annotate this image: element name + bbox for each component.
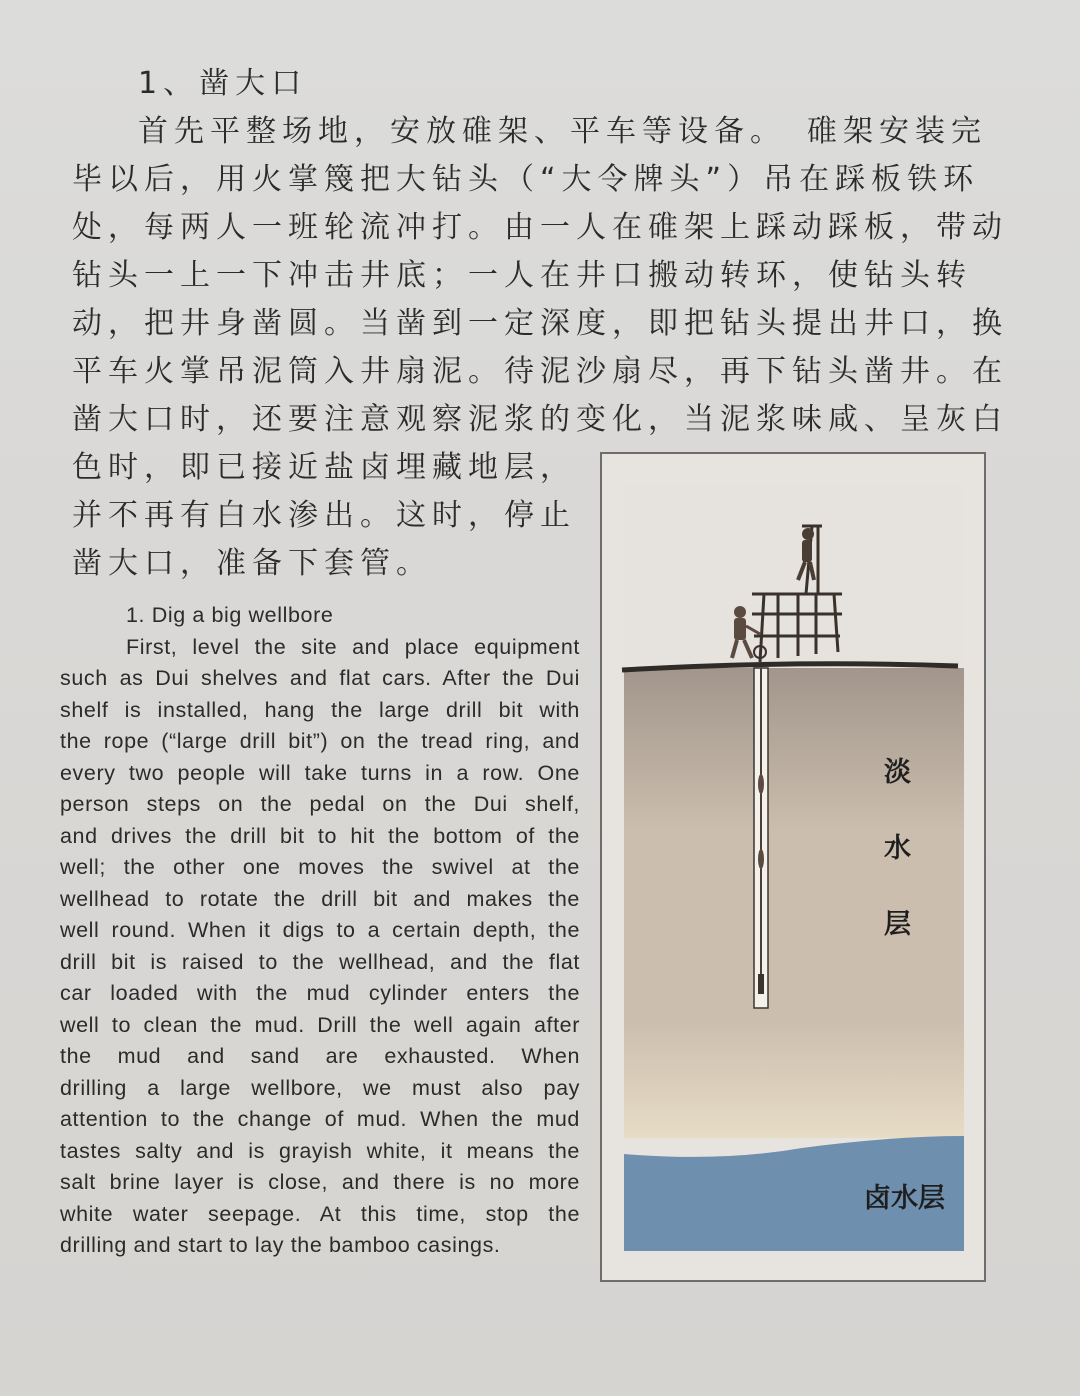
brine-layer-label: 卤水层 [864, 1183, 945, 1214]
english-line: wellhead to rotate the drill bit and makes the [60, 886, 580, 911]
english-line: drilling and start to lay the bamboo casings. [60, 1233, 501, 1257]
english-line: well round. When it digs to a certain depth, the [60, 918, 580, 942]
well-cross-section-diagram [600, 452, 986, 1282]
drill-bit [758, 974, 764, 994]
english-line: well; the other one moves the swivel at the [60, 855, 580, 879]
english-line: tastes salty and is grayish white, it means the [60, 1138, 580, 1163]
english-line: shelf is installed, hang the large drill bit with [60, 697, 580, 722]
english-line: the rope (“large drill bit”) on the tread ring, and [60, 729, 580, 753]
freshwater-label-char-3: 层 [884, 909, 911, 940]
rope-knot [758, 774, 764, 794]
english-line: attention to the change of mud. When the mud [60, 1107, 580, 1131]
freshwater-label-char-2: 水 [884, 833, 911, 864]
well-cross-section-svg [602, 454, 988, 1284]
chinese-line: 凿大口时，还要注意观察泥浆的变化，当泥浆味咸、呈灰白 [72, 402, 1008, 437]
chinese-line: 钻头一上一下冲击井底；一人在井口搬动转环，使钻头转 [72, 258, 972, 293]
chinese-heading: 1、凿大口 [138, 66, 308, 101]
chinese-line: 毕以后，用火掌篾把大钻头（“大令牌头”）吊在踩板铁环 [72, 162, 980, 197]
soil-layers [624, 668, 964, 1138]
english-line: the mud and sand are exhausted. When [60, 1044, 580, 1068]
freshwater-label-char-1: 淡 [884, 757, 911, 788]
english-heading: 1. Dig a big wellbore [126, 603, 334, 627]
english-line: every two people will take turns in a row. One [60, 760, 580, 785]
english-line: car loaded with the mud cylinder enters the [60, 981, 580, 1005]
chinese-line: 首先平整场地，安放碓架、平车等设备。 碓架安装完 [138, 114, 987, 149]
english-line: well to clean the mud. Drill the well again after [60, 1012, 580, 1037]
chinese-line: 动，把井身凿圆。当凿到一定深度，即把钻头提出井口，换 [72, 306, 1008, 341]
english-line: First, level the site and place equipment [126, 634, 580, 659]
english-line: drilling a large wellbore, we must also pay [60, 1075, 580, 1100]
rope-knot [758, 849, 764, 869]
english-line: white water seepage. At this time, stop the [60, 1201, 580, 1226]
chinese-line: 色时，即已接近盐卤埋藏地层， [72, 450, 576, 485]
english-text-block [60, 600, 580, 1262]
english-line: drill bit is raised to the wellhead, and the flat [60, 949, 580, 974]
chinese-line: 平车火掌吊泥筒入井扇泥。待泥沙扇尽，再下钻头凿井。在 [72, 354, 1008, 389]
english-line: salt brine layer is close, and there is no more [60, 1170, 580, 1194]
english-line: person steps on the pedal on the Dui shelf, [60, 792, 580, 816]
english-line: such as Dui shelves and flat cars. After the Dui [60, 666, 580, 690]
english-line: and drives the drill bit to hit the bottom of the [60, 823, 580, 848]
chinese-line: 凿大口，准备下套管。 [72, 546, 432, 581]
chinese-line: 处，每两人一班轮流冲打。由一人在碓架上踩动踩板，带动 [72, 210, 1008, 245]
chinese-line: 并不再有白水渗出。这时，停止 [72, 498, 576, 533]
